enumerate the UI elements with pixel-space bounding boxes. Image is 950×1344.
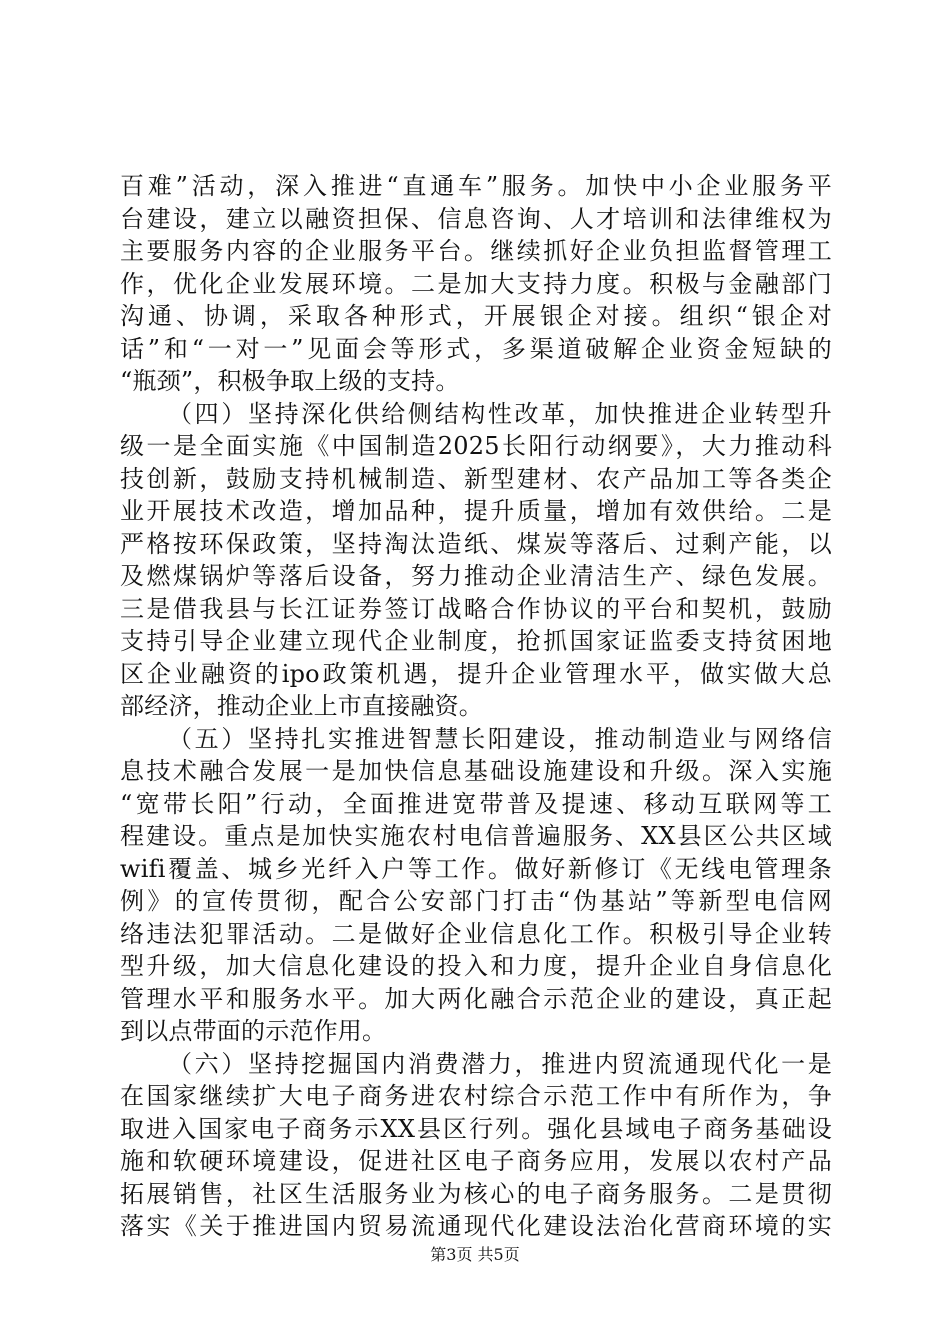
text-line: 程建设。重点是加快实施农村电信普遍服务、XX县区公共区域 (120, 822, 832, 850)
paragraph (120, 723, 832, 1048)
text-line: “宽带长阳”行动，全面推进宽带普及提速、移动互联网等工 (120, 789, 832, 818)
text-line: 三是借我县与长江证券签订战略合作协议的平台和契机，鼓励 (120, 594, 832, 623)
paragraph (120, 398, 832, 723)
text-line: 话”和“一对一”见面会等形式，多渠道破解企业资金短缺的 (120, 334, 832, 363)
text-line: 例》的宣传贯彻，配合公安部门打击“伪基站”等新型电信网 (120, 887, 832, 915)
page-footer: 第3页 共5页 (430, 1245, 520, 1264)
text-line: 落实《关于推进国内贸易流通现代化建设法治化营商环境的实 (120, 1212, 832, 1240)
text-line: 息技术融合发展一是加快信息基础设施建设和升级。深入实施 (120, 757, 832, 785)
text-line: “瓶颈”，积极争取上级的支持。 (120, 367, 460, 395)
text-line: 取进入国家电子商务示XX县区行列。强化县域电子商务基础设 (120, 1114, 832, 1143)
text-line: （四）坚持深化供给侧结构性改革，加快推进企业转型升 (168, 399, 832, 428)
text-line: 主要服务内容的企业服务平台。继续抓好企业负担监督管理工 (120, 237, 832, 265)
paragraph (120, 1048, 832, 1243)
text-line: 区企业融资的ipo政策机遇，提升企业管理水平，做实做大总 (120, 659, 832, 688)
text-line: 及燃煤锅炉等落后设备，努力推动企业清洁生产、绿色发展。 (120, 562, 832, 590)
text-line: 台建设，建立以融资担保、信息咨询、人才培训和法律维权为 (120, 204, 832, 233)
text-line: 沟通、协调，采取各种形式，开展银企对接。组织“银企对 (120, 302, 832, 330)
text-line: 严格按环保政策，坚持淘汰造纸、煤炭等落后、过剩产能，以 (120, 529, 832, 558)
text-line: 作，优化企业发展环境。二是加大支持力度。积极与金融部门 (120, 269, 832, 298)
text-line: 技创新，鼓励支持机械制造、新型建材、农产品加工等各类企 (120, 464, 832, 493)
text-line: 型升级，加大信息化建设的投入和力度，提升企业自身信息化 (120, 952, 832, 980)
text-line: 络违法犯罪活动。二是做好企业信息化工作。积极引导企业转 (120, 919, 832, 948)
paragraph (120, 170, 832, 398)
text-line: 业开展技术改造，增加品种，提升质量，增加有效供给。二是 (120, 497, 832, 525)
text-line: 拓展销售，社区生活服务业为核心的电子商务服务。二是贯彻 (120, 1179, 832, 1208)
text-line: 百难”活动，深入推进“直通车”服务。加快中小企业服务平 (120, 172, 832, 200)
text-line: 施和软硬环境建设，促进社区电子商务应用，发展以农村产品 (120, 1147, 832, 1175)
text-line: 到以点带面的示范作用。 (120, 1017, 387, 1045)
text-line: 管理水平和服务水平。加大两化融合示范企业的建设，真正起 (120, 984, 832, 1013)
text-line: 在国家继续扩大电子商务进农村综合示范工作中有所作为，争 (120, 1082, 832, 1110)
text-line: 级一是全面实施《中国制造2025长阳行动纲要》，大力推动科 (120, 432, 832, 460)
text-line: wifi覆盖、城乡光纤入户等工作。做好新修订《无线电管理条 (120, 854, 832, 883)
text-line: 支持引导企业建立现代企业制度，抢抓国家证监委支持贫困地 (120, 627, 832, 655)
text-line: 部经济，推动企业上市直接融资。 (120, 692, 483, 720)
document-body (120, 170, 832, 1243)
text-line: （六）坚持挖掘国内消费潜力，推进内贸流通现代化一是 (168, 1049, 832, 1078)
text-line: （五）坚持扎实推进智慧长阳建设，推动制造业与网络信 (168, 724, 832, 753)
